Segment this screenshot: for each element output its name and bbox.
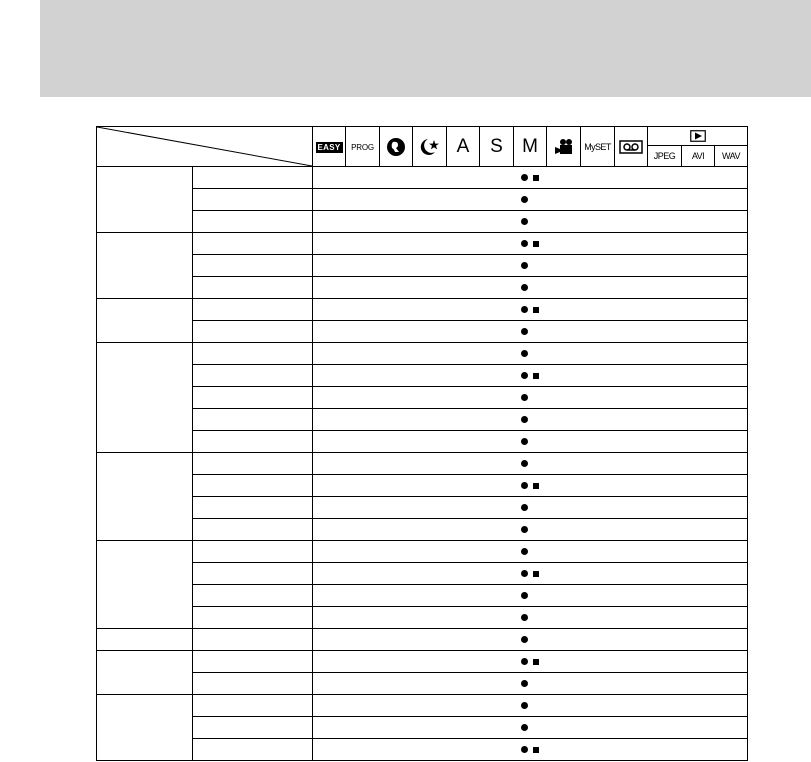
function-cell (193, 365, 313, 387)
table-row (97, 277, 748, 299)
table-row (97, 695, 748, 717)
availability-marks (521, 217, 539, 228)
dot-icon (521, 482, 528, 489)
dot-icon (521, 438, 528, 445)
mode-prog (346, 127, 380, 167)
table-row (97, 497, 748, 519)
portrait-scene-icon (386, 137, 406, 157)
table-row (97, 167, 748, 189)
availability-cell (313, 431, 748, 453)
group-cell (97, 629, 193, 651)
square-icon (533, 483, 539, 489)
function-cell (193, 629, 313, 651)
availability-cell (313, 497, 748, 519)
availability-cell (313, 519, 748, 541)
availability-cell (313, 343, 748, 365)
availability-marks (521, 415, 539, 426)
availability-cell (313, 409, 748, 431)
function-cell (193, 475, 313, 497)
function-cell (193, 189, 313, 211)
function-cell (193, 673, 313, 695)
table-row (97, 453, 748, 475)
table-row (97, 255, 748, 277)
header-corner-cell (97, 127, 313, 167)
availability-cell (313, 717, 748, 739)
table-row (97, 387, 748, 409)
mode-movie (547, 127, 581, 167)
mode-s (480, 127, 514, 167)
dot-icon (521, 262, 528, 269)
playback-header (648, 127, 748, 146)
mode-voice (615, 127, 648, 167)
availability-marks (521, 371, 539, 382)
dot-icon (521, 570, 528, 577)
availability-cell (313, 651, 748, 673)
dot-icon (521, 636, 528, 643)
availability-cell (313, 387, 748, 409)
availability-cell (313, 475, 748, 497)
availability-cell (313, 299, 748, 321)
manual-mode-icon: M (522, 136, 538, 157)
dot-icon (521, 658, 528, 665)
night-scene-icon (419, 137, 441, 157)
playback-jpeg: JPEG (648, 146, 682, 167)
function-cell (193, 739, 313, 761)
availability-marks (521, 701, 539, 712)
table-row (97, 233, 748, 255)
availability-marks (521, 261, 539, 272)
function-cell (193, 431, 313, 453)
availability-marks (521, 679, 539, 690)
availability-marks (521, 305, 539, 316)
table-row (97, 365, 748, 387)
table-row (97, 343, 748, 365)
group-cell (97, 343, 193, 453)
table-row (97, 321, 748, 343)
dot-icon (521, 372, 528, 379)
mode-myset (581, 127, 615, 167)
table-row (97, 739, 748, 761)
shutter-priority-icon: S (490, 136, 503, 157)
square-icon (533, 747, 539, 753)
mode-header-row (97, 127, 748, 146)
square-icon (533, 373, 539, 379)
dot-icon (521, 614, 528, 621)
mode-night (413, 127, 447, 167)
availability-cell (313, 233, 748, 255)
dot-icon (521, 284, 528, 291)
table-row (97, 563, 748, 585)
function-cell (193, 387, 313, 409)
header-band (40, 0, 811, 97)
function-cell (193, 299, 313, 321)
dot-icon (521, 680, 528, 687)
table-row (97, 211, 748, 233)
availability-marks (521, 195, 539, 206)
easy-mode-icon: EASY (317, 142, 341, 152)
dot-icon (521, 174, 528, 181)
availability-cell (313, 189, 748, 211)
function-cell (193, 607, 313, 629)
dot-icon (521, 724, 528, 731)
availability-marks (521, 173, 539, 184)
availability-marks (521, 459, 539, 470)
availability-cell (313, 255, 748, 277)
availability-marks (521, 613, 539, 624)
table-row (97, 431, 748, 453)
availability-cell (313, 607, 748, 629)
function-cell (193, 321, 313, 343)
availability-marks (521, 283, 539, 294)
function-cell (193, 695, 313, 717)
dot-icon (521, 460, 528, 467)
availability-marks (521, 635, 539, 646)
availability-cell (313, 167, 748, 189)
availability-cell (313, 629, 748, 651)
dot-icon (521, 328, 528, 335)
table-row (97, 519, 748, 541)
dot-icon (521, 416, 528, 423)
square-icon (533, 175, 539, 181)
availability-cell (313, 453, 748, 475)
table-row (97, 541, 748, 563)
dot-icon (521, 702, 528, 709)
availability-cell (313, 695, 748, 717)
table-row (97, 585, 748, 607)
dot-icon (521, 746, 528, 753)
group-cell (97, 167, 193, 233)
dot-icon (521, 504, 528, 511)
group-cell (97, 299, 193, 343)
table-row (97, 409, 748, 431)
availability-cell (313, 365, 748, 387)
function-cell (193, 453, 313, 475)
table-row (97, 299, 748, 321)
availability-marks (521, 349, 539, 360)
availability-marks (521, 481, 539, 492)
function-cell (193, 167, 313, 189)
group-cell (97, 695, 193, 761)
availability-cell (313, 673, 748, 695)
function-cell (193, 255, 313, 277)
table-row (97, 717, 748, 739)
availability-marks (521, 393, 539, 404)
mode-a (447, 127, 480, 167)
movie-camera-icon (554, 138, 574, 156)
square-icon (533, 571, 539, 577)
function-cell (193, 563, 313, 585)
availability-marks (521, 437, 539, 448)
myset-mode-icon: MySET (584, 141, 611, 152)
program-mode-icon: PROG (351, 142, 374, 152)
availability-cell (313, 585, 748, 607)
function-cell (193, 497, 313, 519)
corner-diagonal (97, 127, 312, 166)
function-cell (193, 541, 313, 563)
function-cell (193, 277, 313, 299)
availability-marks (521, 525, 539, 536)
table-row (97, 673, 748, 695)
table-row (97, 629, 748, 651)
mode-easy (313, 127, 346, 167)
square-icon (533, 241, 539, 247)
availability-cell (313, 739, 748, 761)
availability-marks (521, 657, 539, 668)
table-row (97, 607, 748, 629)
square-icon (533, 307, 539, 313)
function-cell (193, 519, 313, 541)
mode-m (514, 127, 547, 167)
function-cell (193, 233, 313, 255)
playback-wav: WAV (715, 146, 748, 167)
table-body (97, 167, 748, 761)
function-cell (193, 343, 313, 365)
group-cell (97, 541, 193, 629)
function-availability-table (96, 126, 748, 761)
availability-cell (313, 211, 748, 233)
availability-marks (521, 569, 539, 580)
table-row (97, 189, 748, 211)
availability-marks (521, 591, 539, 602)
dot-icon (521, 218, 528, 225)
table-row (97, 475, 748, 497)
dot-icon (521, 548, 528, 555)
group-cell (97, 453, 193, 541)
dot-icon (521, 592, 528, 599)
group-cell (97, 233, 193, 299)
dot-icon (521, 306, 528, 313)
function-cell (193, 409, 313, 431)
availability-cell (313, 563, 748, 585)
table-row (97, 651, 748, 673)
availability-marks (521, 547, 539, 558)
availability-marks (521, 327, 539, 338)
dot-icon (521, 196, 528, 203)
mode-portrait (380, 127, 413, 167)
availability-cell (313, 277, 748, 299)
availability-cell (313, 541, 748, 563)
function-cell (193, 651, 313, 673)
function-cell (193, 585, 313, 607)
dot-icon (521, 394, 528, 401)
function-cell (193, 717, 313, 739)
availability-cell (313, 321, 748, 343)
availability-marks (521, 503, 539, 514)
function-cell (193, 211, 313, 233)
play-icon (690, 130, 706, 142)
aperture-priority-icon: A (456, 136, 470, 157)
group-cell (97, 651, 193, 695)
dot-icon (521, 240, 528, 247)
availability-marks (521, 745, 539, 756)
playback-avi: AVI (682, 146, 715, 167)
availability-marks (521, 723, 539, 734)
dot-icon (521, 526, 528, 533)
availability-marks (521, 239, 539, 250)
square-icon (533, 659, 539, 665)
voice-recording-icon (619, 140, 643, 154)
dot-icon (521, 350, 528, 357)
